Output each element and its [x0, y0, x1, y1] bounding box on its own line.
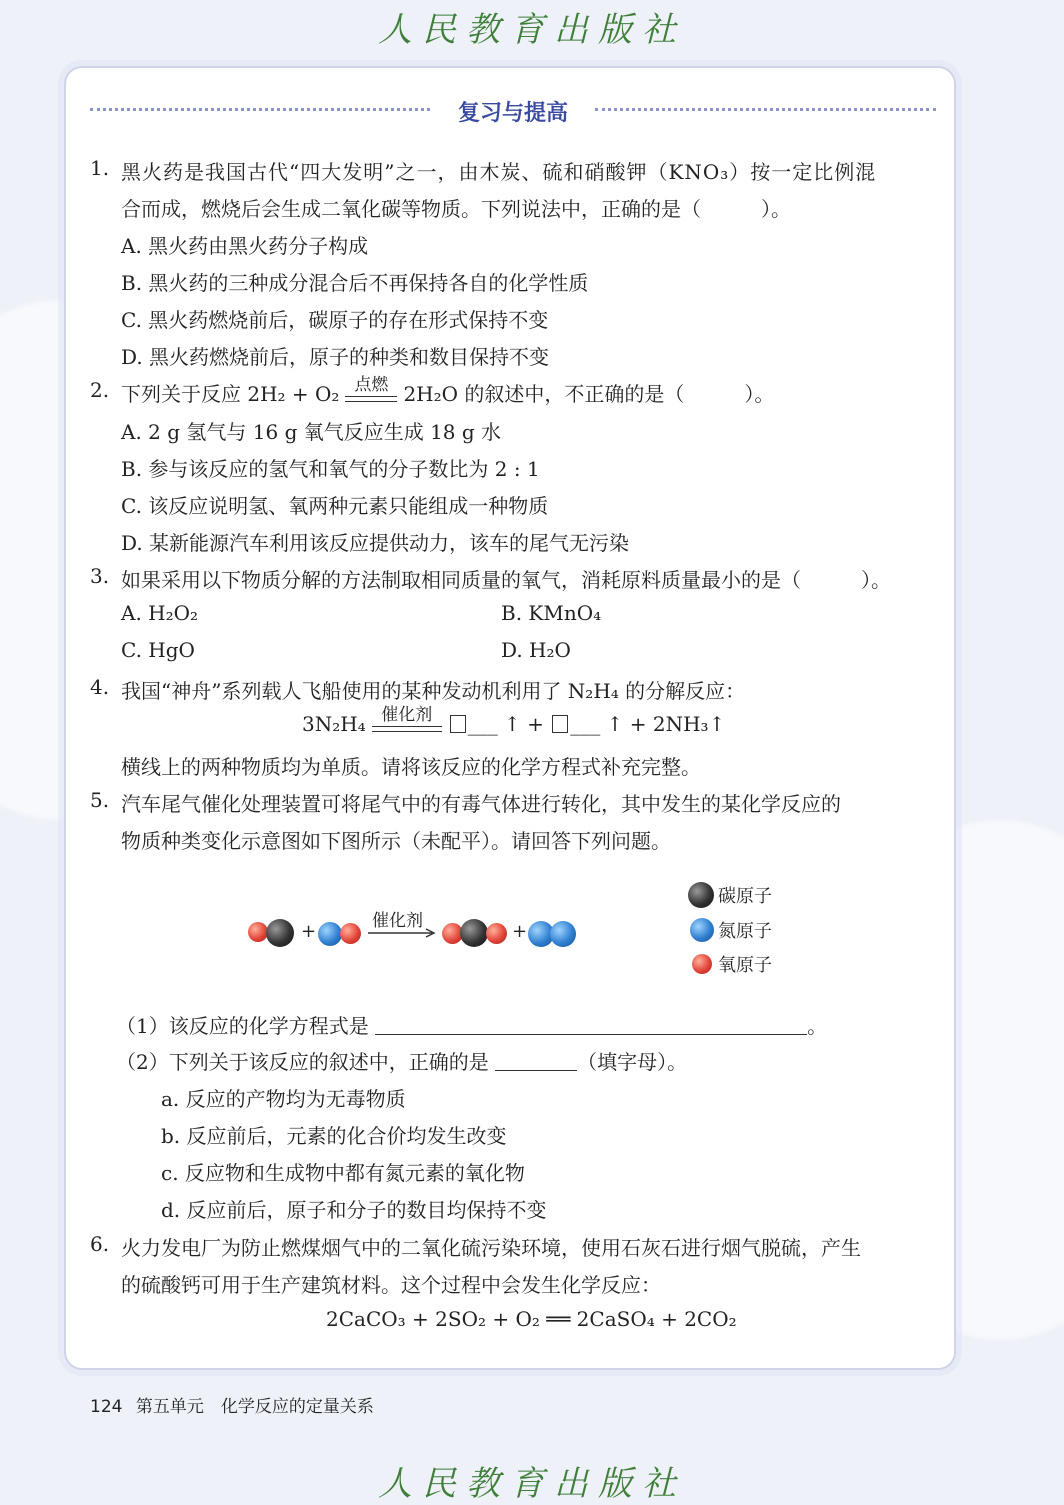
reaction-arrow: [368, 928, 436, 938]
q6-number: 6.: [90, 1232, 110, 1256]
q5-number: 5.: [90, 788, 110, 812]
blank-box[interactable]: [552, 715, 568, 733]
q2-stem: [121, 374, 775, 408]
q1-option-c: C. 黑火药燃烧前后，碳原子的存在形式保持不变: [121, 308, 549, 332]
q5-stem-line1: 汽车尾气催化处理装置可将尾气中的有毒气体进行转化，其中发生的某化学反应的: [121, 792, 841, 816]
q5-subquestion-2: （2）下列关于该反应的叙述中，正确的是 （填字母）。: [116, 1050, 688, 1074]
q3-option-b: B. KMnO₄: [501, 601, 602, 625]
q1-number: 1.: [90, 156, 110, 180]
nitrogen-atom: [318, 922, 342, 946]
q6-stem-line1: 火力发电厂为防止燃煤烟气中的二氧化硫污染环境，使用石灰石进行烟气脱硫，产生: [121, 1236, 861, 1260]
q4-equation: 3N₂H₄ 催化剂 ___ ↑ + ___ ↑ + 2NH₃↑: [302, 704, 726, 736]
q4-stem: 我国“神舟”系列载人飞船使用的某种发动机利用了 N₂H₄ 的分解反应：: [121, 679, 746, 703]
legend-nitrogen-label: 氮原子: [718, 921, 772, 942]
q1-option-d: D. 黑火药燃烧前后，原子的种类和数目保持不变: [121, 345, 550, 369]
answer-blank[interactable]: [375, 1016, 807, 1035]
q2-condition: 点燃: [345, 384, 397, 408]
q3-option-d: D. H₂O: [501, 638, 571, 662]
q1-option-b: B. 黑火药的三种成分混合后不再保持各自的化学性质: [121, 271, 589, 295]
q5-option-a: a. 反应的产物均为无毒物质: [161, 1087, 406, 1111]
q1-stem-line2: 合而成，燃烧后会生成二氧化碳等物质。下列说法中，正确的是（ ）。: [121, 197, 791, 221]
legend-oxygen-label: 氧原子: [718, 955, 772, 976]
q1-stem-line1: 黑火药是我国古代“四大发明”之一，由木炭、硫和硝酸钾（KNO₃）按一定比例混: [121, 160, 877, 184]
q2-option-b: B. 参与该反应的氢气和氧气的分子数比为 2 : 1: [121, 457, 540, 481]
oxygen-atom: [486, 923, 507, 944]
carbon-atom: [266, 919, 294, 947]
answer-blank[interactable]: [495, 1052, 577, 1071]
legend-carbon-icon: [688, 882, 714, 908]
q2-stem-pre: 下列关于反应 2H₂ + O₂: [121, 382, 340, 406]
q3-option-c: C. HgO: [121, 638, 195, 662]
section-header: [90, 96, 936, 126]
q2-number: 2.: [90, 378, 110, 402]
q5-subquestion-1: （1）该反应的化学方程式是 。: [116, 1014, 828, 1038]
q4-condition: 催化剂: [372, 714, 442, 738]
q3-number: 3.: [90, 564, 110, 588]
catalyst-label: 催化剂: [372, 911, 423, 931]
legend-nitrogen-icon: [690, 918, 714, 942]
q5-option-d: d. 反应前后，原子和分子的数目均保持不变: [161, 1198, 547, 1222]
publisher-watermark-top: 人民教育出版社: [378, 10, 686, 50]
publisher-watermark-bottom: 人民教育出版社: [378, 1464, 686, 1504]
blank-box[interactable]: [450, 715, 466, 733]
q2-option-c: C. 该反应说明氢、氧两种元素只能组成一种物质: [121, 494, 549, 518]
q2-option-d: D. 某新能源汽车利用该反应提供动力，该车的尾气无污染: [121, 531, 630, 555]
q3-option-a: A. H₂O₂: [121, 601, 199, 625]
unit-title: 第五单元 化学反应的定量关系: [135, 1397, 374, 1417]
q5-option-b: b. 反应前后，元素的化合价均发生改变: [161, 1124, 507, 1148]
q4-instruction: 横线上的两种物质均为单质。请将该反应的化学方程式补充完整。: [121, 755, 701, 779]
section-title: 复习与提高: [90, 96, 936, 127]
legend-carbon-label: 碳原子: [718, 886, 772, 907]
q5-option-c: c. 反应物和生成物中都有氮元素的氧化物: [161, 1161, 525, 1185]
oxygen-atom: [340, 923, 361, 944]
q6-stem-line2: 的硫酸钙可用于生产建筑材料。这个过程中会发生化学反应：: [121, 1273, 661, 1297]
q1-option-a: A. 黑火药由黑火药分子构成: [121, 234, 369, 258]
q2-option-a: A. 2 g 氢气与 16 g 氧气反应生成 18 g 水: [121, 420, 502, 444]
carbon-atom: [460, 919, 488, 947]
page-number: 124: [90, 1397, 123, 1417]
oxygen-atom: [248, 922, 268, 942]
q3-stem: 如果采用以下物质分解的方法制取相同质量的氧气，消耗原料质量最小的是（ ）。: [121, 568, 891, 592]
q6-equation: 2CaCO₃ + 2SO₂ + O₂ ══ 2CaSO₄ + 2CO₂: [326, 1307, 737, 1331]
nitrogen-atom: [550, 921, 576, 947]
plus-sign: +: [512, 921, 528, 942]
legend-oxygen-icon: [692, 954, 712, 974]
q2-stem-post: 2H₂O 的叙述中，不正确的是（ ）。: [403, 382, 775, 406]
q4-number: 4.: [90, 675, 110, 699]
q5-stem-line2: 物质种类变化示意图如下图所示（未配平）。请回答下列问题。: [121, 829, 671, 853]
plus-sign: +: [301, 921, 317, 942]
page-footer: [90, 1392, 374, 1417]
